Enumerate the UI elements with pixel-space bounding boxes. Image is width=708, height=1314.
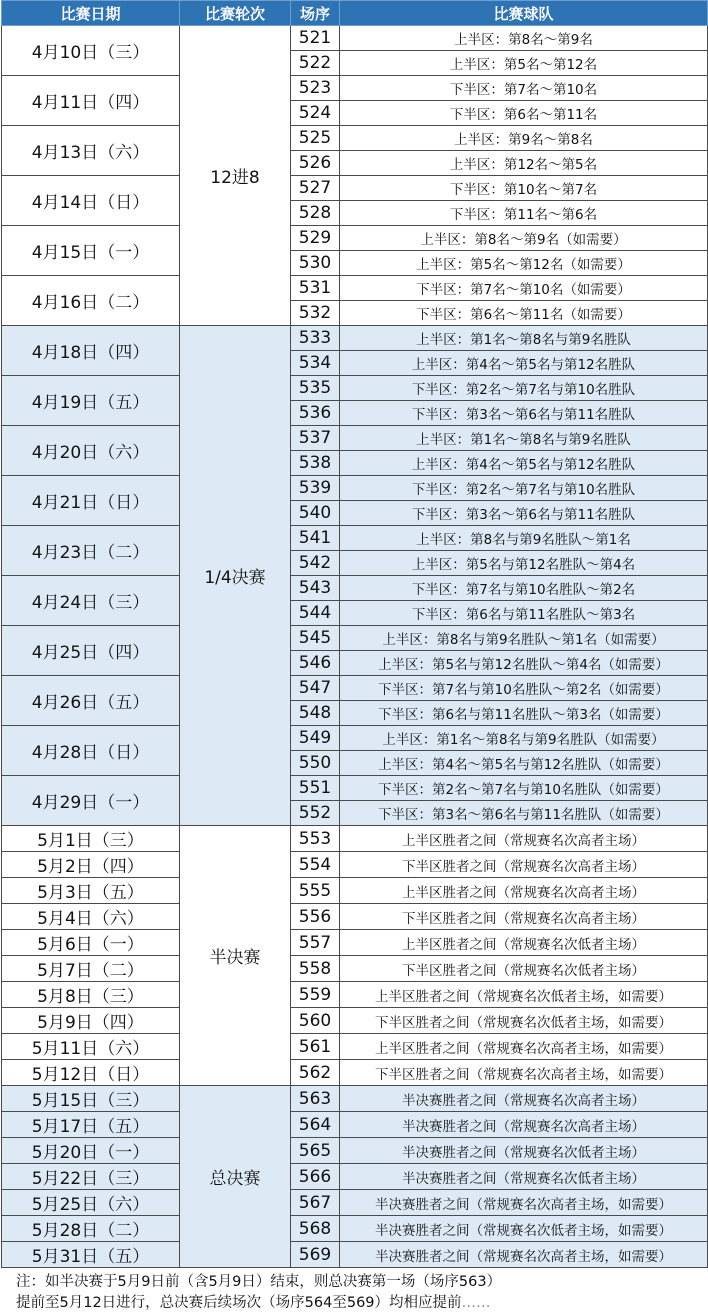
date-cell: 4月21日（日） [2,476,180,526]
teams-cell: 上半区胜者之间（常规赛名次低者主场，如需要） [340,982,708,1008]
teams-cell: 下半区：第10名～第7名 [340,176,708,201]
game-number-cell: 554 [291,852,340,878]
teams-cell: 下半区胜者之间（常规赛名次高者主场） [340,904,708,930]
date-cell: 5月15日（三） [2,1086,180,1112]
table-row [2,1086,708,1112]
teams-cell: 下半区：第2名～第7名与第10名胜队 [340,376,708,401]
teams-cell: 上半区胜者之间（常规赛名次低者主场） [340,930,708,956]
table-row [2,276,708,301]
teams-cell: 上半区胜者之间（常规赛名次高者主场） [340,878,708,904]
game-number-cell: 560 [291,1008,340,1034]
game-number-cell: 543 [291,576,340,601]
table-row [2,376,708,401]
game-number-cell: 551 [291,776,340,801]
game-number-cell: 527 [291,176,340,201]
teams-cell: 下半区：第6名～第11名 [340,101,708,126]
date-cell: 5月20日（一） [2,1138,180,1164]
teams-cell: 上半区：第4名～第5名与第12名胜队 [340,351,708,376]
round-cell: 1/4决赛 [180,326,291,826]
date-cell: 5月1日（三） [2,826,180,852]
teams-cell: 下半区：第6名与第11名胜队～第3名 [340,601,708,626]
game-number-cell: 528 [291,201,340,226]
table-row [2,1112,708,1138]
game-number-cell: 548 [291,701,340,726]
table-row [2,852,708,878]
game-number-cell: 522 [291,51,340,76]
game-number-cell: 563 [291,1086,340,1112]
teams-cell: 下半区：第2名～第7名与第10名胜队（如需要） [340,776,708,801]
table-row [2,26,708,51]
table-row [2,526,708,551]
date-cell: 5月3日（五） [2,878,180,904]
teams-cell: 上半区：第4名～第5名与第12名胜队（如需要） [340,751,708,776]
date-cell: 5月2日（四） [2,852,180,878]
game-number-cell: 521 [291,26,340,51]
date-cell: 5月31日（五） [2,1242,180,1268]
date-cell: 4月11日（四） [2,76,180,126]
game-number-cell: 553 [291,826,340,852]
game-number-cell: 567 [291,1190,340,1216]
round-cell: 半决赛 [180,826,291,1086]
game-number-cell: 557 [291,930,340,956]
teams-cell: 下半区：第3名～第6名与第11名胜队（如需要） [340,801,708,826]
game-number-cell: 568 [291,1216,340,1242]
date-cell: 4月13日（六） [2,126,180,176]
date-cell: 4月23日（二） [2,526,180,576]
teams-cell: 下半区：第7名～第10名（如需要） [340,276,708,301]
game-number-cell: 533 [291,326,340,351]
game-number-cell: 544 [291,601,340,626]
date-cell: 5月22日（三） [2,1164,180,1190]
teams-cell: 半决赛胜者之间（常规赛名次低者主场） [340,1138,708,1164]
footnote-line-2 [16,1293,708,1314]
game-number-cell: 525 [291,126,340,151]
game-number-cell: 547 [291,676,340,701]
game-number-cell: 546 [291,651,340,676]
header-date: 比赛日期 [2,1,180,26]
teams-cell: 上半区胜者之间（常规赛名次高者主场） [340,826,708,852]
teams-cell: 下半区：第3名～第6名与第11名胜队 [340,401,708,426]
game-number-cell: 542 [291,551,340,576]
game-number-cell: 562 [291,1060,340,1086]
date-cell: 4月16日（二） [2,276,180,326]
date-cell: 5月8日（三） [2,982,180,1008]
teams-cell: 半决赛胜者之间（常规赛名次高者主场） [340,1112,708,1138]
teams-cell: 下半区胜者之间（常规赛名次高者主场） [340,852,708,878]
game-number-cell: 539 [291,476,340,501]
table-row [2,226,708,251]
header-round: 比赛轮次 [180,1,291,26]
header-row [2,1,708,26]
teams-cell: 上半区：第8名与第9名胜队～第1名（如需要） [340,626,708,651]
schedule-body [2,26,708,1268]
game-number-cell: 537 [291,426,340,451]
teams-cell: 下半区：第11名～第6名 [340,201,708,226]
footnote-line-1: 注：如半决赛于5月9日前（含5月9日）结束，则总决赛第一场（场序563） [16,1274,502,1290]
table-row [2,1138,708,1164]
date-cell: 5月11日（六） [2,1034,180,1060]
teams-cell: 上半区：第12名～第5名 [340,151,708,176]
date-cell: 5月6日（一） [2,930,180,956]
game-number-cell: 558 [291,956,340,982]
teams-cell: 上半区：第8名～第9名 [340,26,708,51]
table-row [2,576,708,601]
teams-cell: 下半区：第7名与第10名胜队～第2名 [340,576,708,601]
teams-cell: 上半区：第4名～第5名与第12名胜队 [340,451,708,476]
teams-cell: 下半区胜者之间（常规赛名次低者主场） [340,956,708,982]
game-number-cell: 564 [291,1112,340,1138]
teams-cell: 半决赛胜者之间（常规赛名次高者主场，如需要） [340,1242,708,1268]
table-row [2,1164,708,1190]
teams-cell: 下半区：第2名～第7名与第10名胜队 [340,476,708,501]
table-row [2,1008,708,1034]
game-number-cell: 532 [291,301,340,326]
game-number-cell: 545 [291,626,340,651]
table-row [2,476,708,501]
teams-cell: 上半区：第8名～第9名（如需要） [340,226,708,251]
game-number-cell: 540 [291,501,340,526]
game-number-cell: 561 [291,1034,340,1060]
teams-cell: 下半区胜者之间（常规赛名次高者主场，如需要） [340,1060,708,1086]
table-row [2,930,708,956]
table-row [2,1034,708,1060]
table-row [2,956,708,982]
date-cell: 4月19日（五） [2,376,180,426]
date-cell: 5月17日（五） [2,1112,180,1138]
teams-cell: 上半区：第1名～第8名与第9名胜队 [340,426,708,451]
game-number-cell: 552 [291,801,340,826]
date-cell: 4月28日（日） [2,726,180,776]
teams-cell: 下半区：第6名与第11名胜队～第3名（如需要） [340,701,708,726]
table-row [2,982,708,1008]
table-row [2,726,708,751]
footnote [0,1268,708,1314]
table-row [2,326,708,351]
table-row [2,1190,708,1216]
footnote-line-2-tail: …… [461,1295,491,1311]
table-row [2,904,708,930]
game-number-cell: 535 [291,376,340,401]
footnote-line-2-text: 提前至5月12日进行，总决赛后续场次（场序564至569）均相应提前 [16,1295,462,1311]
game-number-cell: 523 [291,76,340,101]
teams-cell: 半决赛胜者之间（常规赛名次高者主场，如需要） [340,1190,708,1216]
game-number-cell: 526 [291,151,340,176]
date-cell: 5月4日（六） [2,904,180,930]
date-cell: 4月10日（三） [2,26,180,76]
table-row [2,676,708,701]
game-number-cell: 566 [291,1164,340,1190]
table-row [2,76,708,101]
teams-cell: 上半区：第5名与第12名胜队～第4名 [340,551,708,576]
teams-cell: 上半区：第5名与第12名胜队～第4名（如需要） [340,651,708,676]
teams-cell: 下半区：第3名～第6名与第11名胜队 [340,501,708,526]
table-row [2,126,708,151]
date-cell: 4月29日（一） [2,776,180,826]
date-cell: 4月20日（六） [2,426,180,476]
header-game-number: 场序 [291,1,340,26]
date-cell: 4月14日（日） [2,176,180,226]
teams-cell: 上半区：第8名与第9名胜队～第1名 [340,526,708,551]
game-number-cell: 530 [291,251,340,276]
teams-cell: 半决赛胜者之间（常规赛名次低者主场） [340,1164,708,1190]
teams-cell: 上半区：第1名～第8名与第9名胜队 [340,326,708,351]
date-cell: 4月25日（四） [2,626,180,676]
table-row [2,626,708,651]
teams-cell: 半决赛胜者之间（常规赛名次高者主场） [340,1086,708,1112]
round-cell: 12进8 [180,26,291,326]
teams-cell: 下半区胜者之间（常规赛名次低者主场，如需要） [340,1008,708,1034]
table-row [2,1216,708,1242]
date-cell: 4月15日（一） [2,226,180,276]
game-number-cell: 549 [291,726,340,751]
teams-cell: 上半区：第5名～第12名 [340,51,708,76]
table-row [2,1060,708,1086]
teams-cell: 下半区：第6名～第11名（如需要） [340,301,708,326]
game-number-cell: 534 [291,351,340,376]
date-cell: 5月9日（四） [2,1008,180,1034]
schedule-table [1,0,708,1268]
header-teams: 比赛球队 [340,1,708,26]
teams-cell: 上半区：第9名～第8名 [340,126,708,151]
teams-cell: 上半区：第1名～第8名与第9名胜队（如需要） [340,726,708,751]
game-number-cell: 541 [291,526,340,551]
game-number-cell: 538 [291,451,340,476]
table-row [2,426,708,451]
game-number-cell: 529 [291,226,340,251]
date-cell: 4月18日（四） [2,326,180,376]
game-number-cell: 524 [291,101,340,126]
table-row [2,878,708,904]
date-cell: 5月25日（六） [2,1190,180,1216]
teams-cell: 下半区：第7名～第10名 [340,76,708,101]
teams-cell: 半决赛胜者之间（常规赛名次低者主场，如需要） [340,1216,708,1242]
game-number-cell: 565 [291,1138,340,1164]
game-number-cell: 555 [291,878,340,904]
game-number-cell: 550 [291,751,340,776]
teams-cell: 上半区胜者之间（常规赛名次高者主场，如需要） [340,1034,708,1060]
table-row [2,826,708,852]
teams-cell: 上半区：第5名～第12名（如需要） [340,251,708,276]
date-cell: 4月26日（五） [2,676,180,726]
round-cell: 总决赛 [180,1086,291,1268]
table-row [2,1242,708,1268]
game-number-cell: 531 [291,276,340,301]
game-number-cell: 559 [291,982,340,1008]
table-row [2,176,708,201]
game-number-cell: 556 [291,904,340,930]
date-cell: 5月7日（二） [2,956,180,982]
game-number-cell: 569 [291,1242,340,1268]
teams-cell: 下半区：第7名与第10名胜队～第2名（如需要） [340,676,708,701]
date-cell: 5月12日（日） [2,1060,180,1086]
table-row [2,776,708,801]
date-cell: 4月24日（三） [2,576,180,626]
date-cell: 5月28日（二） [2,1216,180,1242]
game-number-cell: 536 [291,401,340,426]
